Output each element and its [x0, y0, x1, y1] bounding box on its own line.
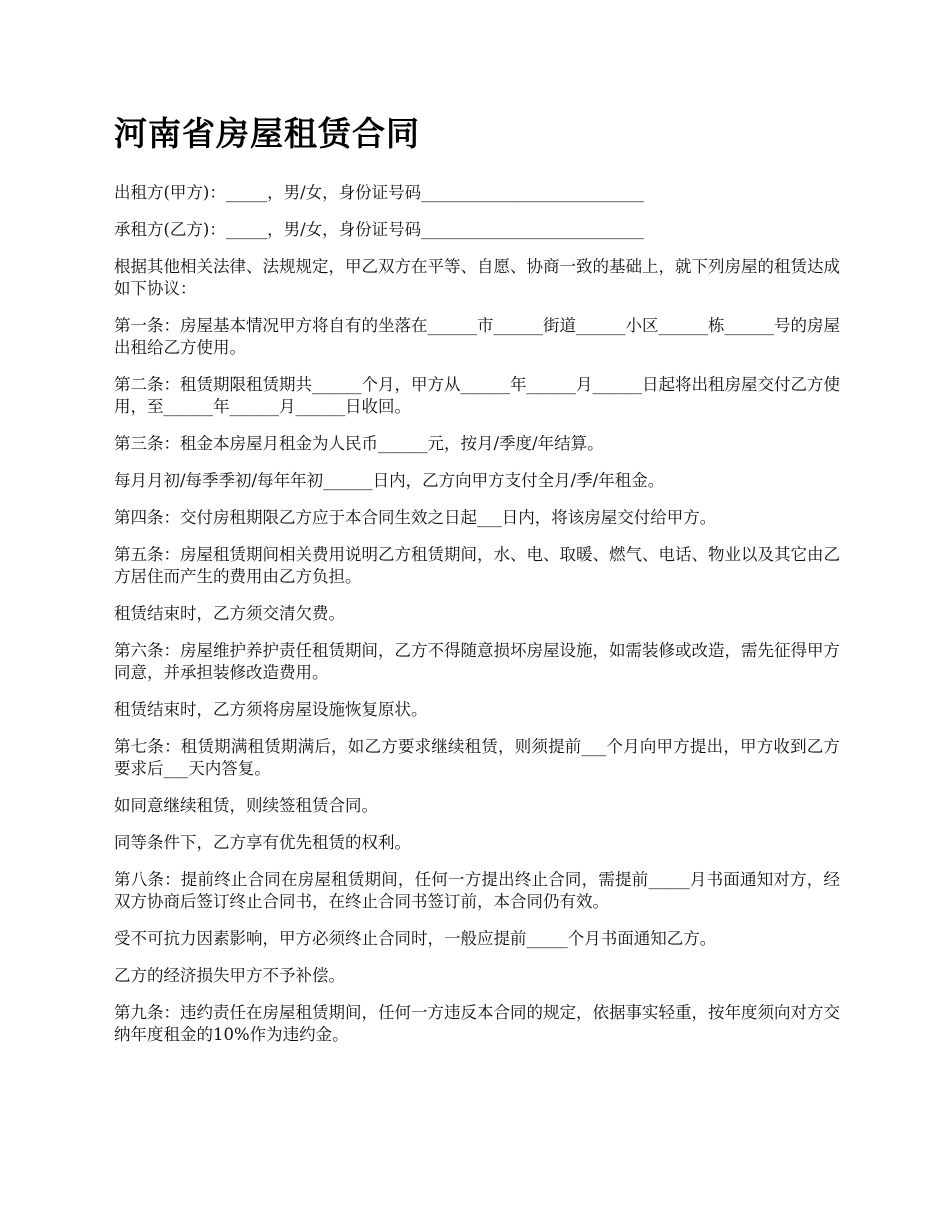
article-6-restore-paragraph: 租赁结束时，乙方须将房屋设施恢复原状。	[114, 700, 428, 719]
article-5-paragraph: 第五条：房屋租赁期间相关费用说明乙方租赁期间，水、电、取暖、燃气、电话、物业以及其它由乙方居住而产生的费用由乙方负担。	[114, 545, 840, 586]
document-page	[114, 112, 840, 1061]
party-b-line: 承租方(乙方)：_____，男/女，身份证号码___________________________	[114, 220, 644, 239]
document-title: 河南省房屋租赁合同	[114, 114, 420, 153]
article-4-paragraph: 第四条：交付房租期限乙方应于本合同生效之日起___日内，将该房屋交付给甲方。	[114, 508, 717, 527]
article-1-paragraph: 第一条：房屋基本情况甲方将自有的坐落在______市______街道______小区______栋______号的房屋出租给乙方使用。	[114, 316, 840, 357]
article-7-paragraph: 第七条：租赁期满租赁期满后，如乙方要求继续租赁，则须提前___个月向甲方提出，甲方收到乙方要求后___天内答复。	[114, 737, 840, 778]
article-8-compensation-paragraph: 乙方的经济损失甲方不予补偿。	[114, 966, 345, 985]
party-a-line: 出租方(甲方)：_____，男/女，身份证号码___________________________	[114, 183, 644, 202]
article-6-paragraph: 第六条：房屋维护养护责任租赁期间，乙方不得随意损坏房屋设施，如需装修或改造，需先征得甲方同意，并承担装修改造费用。	[114, 641, 840, 682]
article-3-paragraph: 第三条：租金本房屋月租金为人民币______元，按月/季度/年结算。	[114, 434, 604, 453]
article-2-paragraph: 第二条：租赁期限租赁期共______个月，甲方从______年______月______日起将出租房屋交付乙方使用，至______年______月______日收回。	[114, 375, 840, 416]
article-8-force-majeure-paragraph: 受不可抗力因素影响，甲方必须终止合同时，一般应提前_____个月书面通知乙方。	[114, 929, 717, 948]
article-9-paragraph: 第九条：违约责任在房屋租赁期间，任何一方违反本合同的规定，依据事实轻重，按年度须向对方交纳年度租金的10%作为违约金。	[114, 1003, 840, 1044]
article-5-settlement-paragraph: 租赁结束时，乙方须交清欠费。	[114, 604, 345, 623]
article-7-priority-paragraph: 同等条件下，乙方享有优先租赁的权利。	[114, 833, 411, 852]
preamble-paragraph: 根据其他相关法律、法规规定，甲乙双方在平等、自愿、协商一致的基础上，就下列房屋的租赁达成如下协议：	[114, 257, 840, 298]
article-3-payment-paragraph: 每月月初/每季季初/每年年初______日内，乙方向甲方支付全月/季/年租金。	[114, 471, 665, 490]
article-7-renewal-paragraph: 如同意继续租赁，则续签租赁合同。	[114, 796, 378, 815]
article-8-paragraph: 第八条：提前终止合同在房屋租赁期间，任何一方提出终止合同，需提前_____月书面通知对方，经双方协商后签订终止合同书，在终止合同书签订前，本合同仍有效。	[114, 870, 840, 911]
